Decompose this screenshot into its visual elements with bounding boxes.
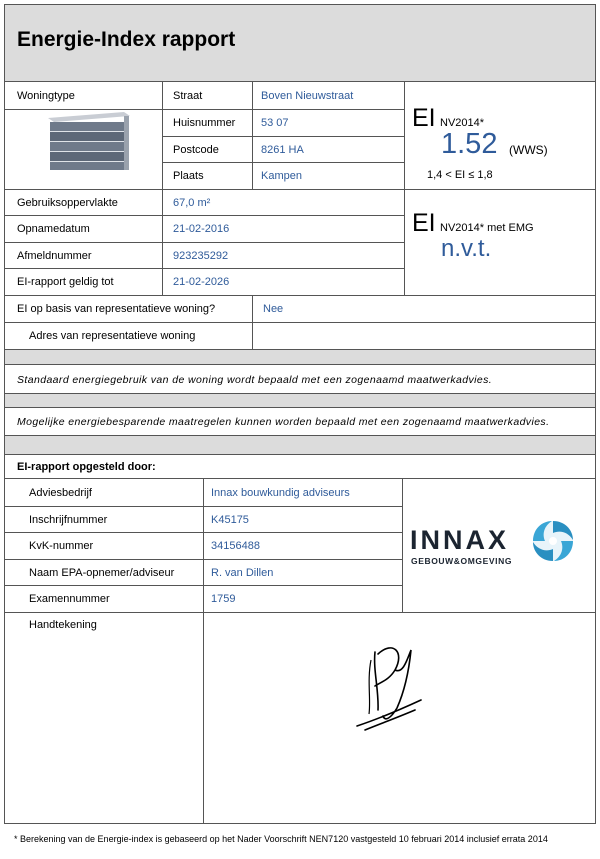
ei-emg-block bbox=[412, 209, 592, 269]
straat-label: Straat bbox=[173, 90, 203, 102]
separator-2 bbox=[5, 393, 595, 408]
inschrijf-value: K45175 bbox=[211, 513, 249, 526]
geldig-value: 21-02-2026 bbox=[173, 276, 230, 288]
opname-value: 21-02-2016 bbox=[173, 223, 230, 235]
ei-emg-big: EI bbox=[412, 209, 436, 237]
plaats-value: Kampen bbox=[261, 170, 302, 182]
ei-range: 1,4 < EI ≤ 1,8 bbox=[427, 169, 493, 181]
woningtype-label: Woningtype bbox=[17, 90, 75, 102]
handtekening-label: Handtekening bbox=[29, 619, 97, 631]
ei-sub: NV2014* bbox=[440, 117, 485, 129]
house-image bbox=[48, 112, 130, 172]
logo-swirl-icon bbox=[530, 518, 576, 564]
separator-1 bbox=[5, 350, 595, 365]
straat-value: Boven Nieuwstraat bbox=[261, 90, 354, 102]
ei-block bbox=[412, 104, 592, 184]
naam-label: Naam EPA-opnemer/adviseur bbox=[29, 566, 175, 579]
opp-label: Gebruiksoppervlakte bbox=[17, 196, 118, 209]
afmeld-value: 923235292 bbox=[173, 249, 229, 262]
footer-note: * Berekening van de Energie-index is gebaseerd op het Nader Voorschrift NEN7120 vastgesteld 10 februari 2014 inclusief errata 2014 bbox=[14, 834, 548, 844]
signature bbox=[345, 630, 435, 740]
naam-value: R. van Dillen bbox=[211, 566, 274, 579]
report-title: Energie-Index rapport bbox=[17, 28, 236, 51]
geldig-label: EI-rapport geldig tot bbox=[17, 276, 114, 288]
note-standaard: Standaard energiegebruik van de woning wordt bepaald met een zogenaamd maatwerkadvies. bbox=[17, 373, 493, 386]
representatief-question: EI op basis van representatieve woning? bbox=[17, 303, 216, 315]
bedrijf-label: Adviesbedrijf bbox=[29, 486, 92, 499]
bedrijf-value: Innax bouwkundig adviseurs bbox=[211, 486, 350, 499]
kvk-label: KvK-nummer bbox=[29, 540, 94, 552]
logo-name: INNAX bbox=[410, 525, 510, 555]
separator-3 bbox=[5, 435, 595, 455]
afmeld-label: Afmeldnummer bbox=[17, 249, 92, 262]
ei-emg-value: n.v.t. bbox=[441, 235, 492, 262]
representatief-adres-value bbox=[260, 323, 263, 349]
ei-unit: (WWS) bbox=[509, 143, 548, 157]
opsteller-heading: EI-rapport opgesteld door: bbox=[17, 461, 156, 473]
representatief-adres-label: Adres van representatieve woning bbox=[29, 330, 196, 342]
kvk-value: 34156488 bbox=[211, 540, 260, 552]
huisnummer-value: 53 07 bbox=[261, 117, 289, 129]
note-maatregelen: Mogelijke energiebesparende maatregelen kunnen worden bepaald met een zogenaamd maatwerkadvies. bbox=[17, 415, 550, 428]
plaats-label: Plaats bbox=[173, 170, 204, 182]
postcode-value: 8261 HA bbox=[261, 143, 304, 156]
examen-label: Examennummer bbox=[29, 593, 110, 605]
logo-tagline: GEBOUW&OMGEVING bbox=[411, 556, 513, 566]
representatief-answer: Nee bbox=[263, 303, 284, 315]
huisnummer-label: Huisnummer bbox=[173, 117, 236, 129]
opname-label: Opnamedatum bbox=[17, 223, 90, 235]
ei-value: 1.52 bbox=[441, 128, 498, 160]
ei-big: EI bbox=[412, 104, 436, 132]
examen-value: 1759 bbox=[211, 593, 236, 605]
inschrijf-label: Inschrijfnummer bbox=[29, 513, 108, 526]
ei-emg-sub: NV2014* met EMG bbox=[440, 222, 534, 234]
innax-logo bbox=[408, 515, 593, 575]
opp-value: 67,0 m² bbox=[173, 196, 211, 209]
postcode-label: Postcode bbox=[173, 143, 219, 156]
